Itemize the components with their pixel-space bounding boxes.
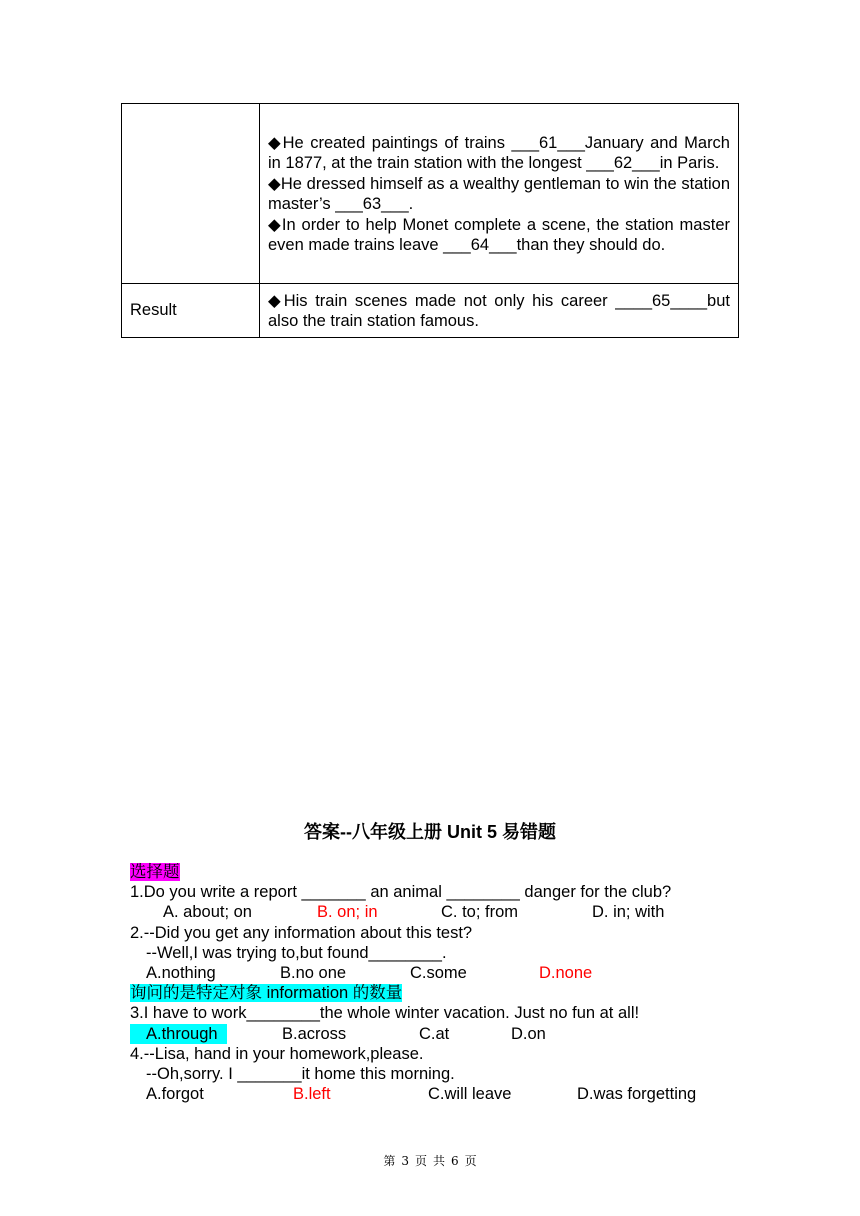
option: C. to; from bbox=[441, 903, 519, 922]
options-row bbox=[130, 1024, 671, 1044]
bullet-item: ◆His train scenes made not only his career ____65____but also the train station famous. bbox=[268, 291, 730, 330]
row-label: Result bbox=[122, 284, 260, 338]
row-content bbox=[260, 104, 739, 284]
section-tag: 选择题 bbox=[130, 863, 180, 881]
option: A.nothing bbox=[146, 963, 216, 982]
option: B.no one bbox=[280, 963, 347, 982]
footer-text: 页 bbox=[464, 1154, 477, 1168]
page-footer bbox=[0, 1152, 860, 1169]
option: D.on bbox=[511, 1024, 546, 1043]
option: B.across bbox=[282, 1024, 347, 1043]
page-number: 3 bbox=[401, 1154, 409, 1168]
answer-title: 答案--八年级上册 Unit 5 易错题 bbox=[304, 822, 556, 842]
answer-note: 询问的是特定对象 information 的数量 bbox=[130, 984, 403, 1003]
page-total: 6 bbox=[451, 1154, 459, 1168]
info-table bbox=[121, 103, 739, 338]
options-row bbox=[130, 1084, 697, 1104]
option: A. about; on bbox=[163, 903, 252, 922]
option: D.was forgetting bbox=[577, 1085, 697, 1104]
table-row bbox=[122, 104, 739, 284]
option-answer: D.none bbox=[539, 963, 593, 982]
option: C.at bbox=[419, 1024, 450, 1043]
question-stem: 4.--Lisa, hand in your homework,please. bbox=[130, 1044, 424, 1063]
footer-text: 页 bbox=[414, 1154, 427, 1168]
footer-text: 第 bbox=[383, 1154, 396, 1168]
options-row bbox=[130, 963, 671, 983]
option-answer: A.through bbox=[130, 1024, 227, 1044]
question-stem: 3.I have to work________the whole winter vacation. Just no fun at all! bbox=[130, 1004, 640, 1023]
option-answer: B.left bbox=[293, 1085, 331, 1104]
option: A.forgot bbox=[146, 1085, 204, 1104]
question-stem-reply: --Oh,sorry. I _______it home this morning. bbox=[146, 1064, 455, 1083]
bullet-item: ◆He dressed himself as a wealthy gentleman to win the station master’s ___63___. bbox=[268, 174, 730, 213]
question-stem-reply: --Well,I was trying to,but found________. bbox=[146, 943, 447, 962]
option-answer: B. on; in bbox=[317, 903, 378, 922]
bullet-item: ◆He created paintings of trains ___61___January and March in 1877, at the train station with the longest ___62___in Paris. bbox=[268, 133, 730, 172]
answer-list bbox=[130, 862, 697, 1104]
row-content bbox=[260, 284, 739, 338]
footer-text: 共 bbox=[433, 1154, 446, 1168]
option: C.will leave bbox=[428, 1085, 512, 1104]
option: C.some bbox=[410, 963, 467, 982]
option: D. in; with bbox=[592, 903, 665, 922]
table-row bbox=[122, 284, 739, 338]
bullet-item: ◆In order to help Monet complete a scene, the station master even made trains leave ___64___than they should do. bbox=[268, 215, 730, 254]
options-row bbox=[130, 902, 671, 922]
row-label bbox=[122, 104, 260, 284]
question-stem: 2.--Did you get any information about this test? bbox=[130, 923, 473, 942]
question-stem: 1.Do you write a report _______ an animal ________ danger for the club? bbox=[130, 883, 672, 902]
